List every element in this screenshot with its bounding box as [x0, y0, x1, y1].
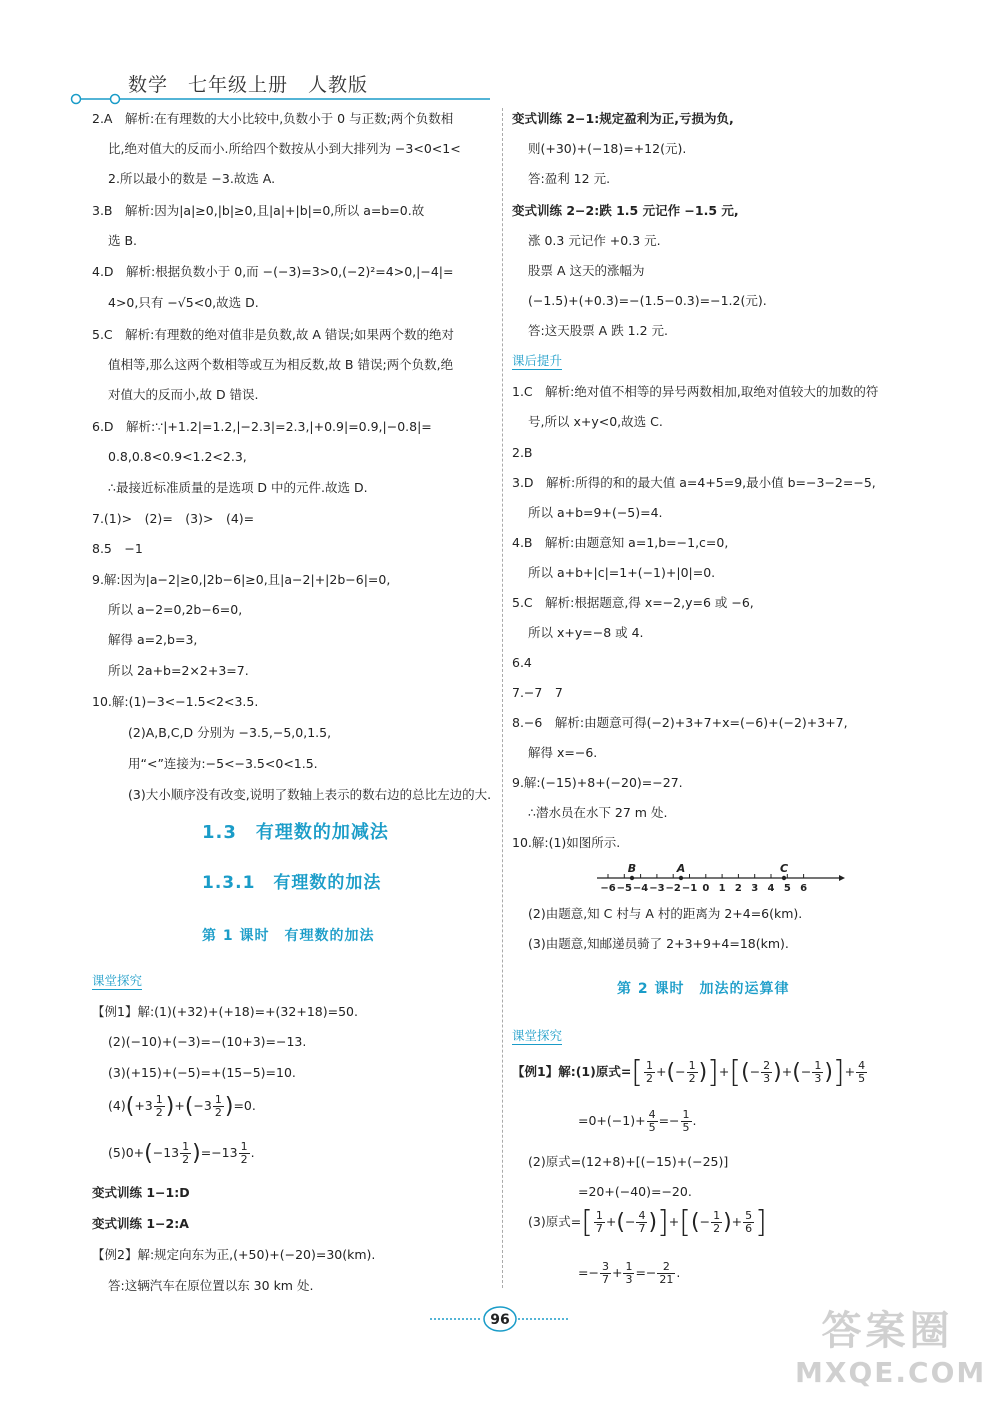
number-line-tick-label: −2 [665, 883, 681, 894]
point-label-c: C [779, 862, 789, 875]
text: (4) [108, 1098, 126, 1113]
point-b [630, 876, 634, 880]
number-line-tick-label: −4 [632, 883, 649, 894]
answer-line: 对值大的反而小,故 D 错误. [108, 387, 259, 402]
text: . [676, 1265, 681, 1280]
answer-line: 9.解:因为|a−2|≥0,|2b−6|≥0,且|a−2|+|2b−6|=0, [92, 572, 391, 587]
text: . [692, 1113, 697, 1128]
answer-line: (2)由题意,知 C 村与 A 村的距离为 2+4=6(km). [528, 906, 803, 921]
answer-line: 值相等,那么这两个数相等或互为相反数,故 B 错误;两个负数,绝 [108, 357, 454, 372]
page-number-badge [430, 1305, 570, 1333]
answer-line: ∴最接近标准质量的是选项 D 中的元件.故选 D. [108, 480, 368, 495]
answer-line: 所以 a−2=0,2b−6=0, [108, 602, 243, 617]
answer-line: 7.(1)> (2)= (3)> (4)= [92, 511, 255, 526]
answer-line: 8.−6 解析:由题意可得(−2)+3+7+x=(−6)+(−2)+3+7, [512, 715, 848, 730]
watermark-text: 答案圈 [821, 1308, 954, 1354]
answer-line: 5.C 解析:有理数的绝对值非是负数,故 A 错误;如果两个数的绝对 [92, 327, 455, 342]
variant-line: (−1.5)+(+0.3)=−(1.5−0.3)=−1.2(元). [528, 293, 767, 308]
text: (5)0+ [108, 1145, 145, 1160]
answer-line: 比,绝对值大的反而小.所给四个数按从小到大排列为 −3<0<1< [108, 141, 461, 156]
watermark-logo [795, 1299, 987, 1389]
answer-line: 2.A 解析:在有理数的大小比较中,负数小于 0 与正数;两个负数相 [92, 111, 454, 126]
variant-line: 则(+30)+(−18)=+12(元). [528, 141, 687, 156]
text: =− [635, 1265, 657, 1280]
answer-line: 所以 x+y=−8 或 4. [528, 625, 644, 640]
text: =−13 [200, 1145, 238, 1160]
text: =0+(−1)+ [578, 1113, 646, 1128]
number-line-tick-label: −5 [616, 883, 632, 894]
variant-line: 答:这天股票 A 跌 1.2 元. [528, 323, 669, 338]
number-line-tick-label: 4 [767, 883, 775, 894]
page-number: 96 [490, 1312, 510, 1328]
point-label-b: B [627, 862, 637, 875]
section-tag: 课后提升 [512, 353, 563, 368]
watermark-site: MXQE.COM [795, 1356, 987, 1389]
tag-wrap [512, 353, 562, 368]
answer-line: 2.B [512, 445, 533, 460]
example-line: (2)原式=(12+8)+[(−15)+(−25)] [528, 1154, 729, 1169]
answer-line: 6.4 [512, 655, 532, 670]
answer-line: 10.解:(1)如图所示. [512, 835, 621, 850]
example-line-fraction: 【例1】解:(1)原式=[ $\frac{1}{2}$ +(− $\frac{1}{2}$ )]+[(− $\frac{2}{3}$ )+(− $\frac{1}{3}$ )]+ $\frac{4}{5}$ [512, 1055, 866, 1090]
variant-line: 涨 0.3 元记作 +0.3 元. [528, 233, 661, 248]
text: =− [658, 1113, 680, 1128]
answer-line: ∴潜水员在水下 27 m 处. [528, 805, 668, 820]
answer-line: 选 B. [108, 233, 138, 248]
column-divider [502, 108, 503, 1288]
header-decor-line [70, 93, 490, 105]
text: =0. [233, 1098, 256, 1113]
example-line-fraction: =0+(−1)+ $\frac{4}{5}$ =− $\frac{1}{5}$ . [578, 1108, 697, 1134]
answer-line: 所以 a+b=9+(−5)=4. [528, 505, 663, 520]
number-line-tick-label: 3 [751, 883, 759, 894]
answer-line: 3.B 解析:因为|a|≥0,|b|≥0,且|a|+|b|=0,所以 a=b=0.故 [92, 203, 425, 218]
point-c [782, 876, 786, 880]
variant-line: 变式训练 2−2:跌 1.5 元记作 −1.5 元, [512, 203, 739, 218]
text: . [250, 1145, 255, 1160]
answer-line: 9.解:(−15)+8+(−20)=−27. [512, 775, 683, 790]
lesson-heading: 第 2 课时 加法的运算律 [617, 981, 790, 997]
example-line-fraction: (3)原式=[ $\frac{1}{7}$ +(− $\frac{4}{7}$ )]+[(− $\frac{1}{2}$ )+ $\frac{5}{6}$ ] [528, 1205, 767, 1240]
example-line-fraction: (5)0+(−13 $\frac{1}{2}$ )=−13 $\frac{1}{2}$ . [108, 1140, 255, 1166]
number-line-tick-label: 2 [734, 883, 742, 894]
tag-wrap [512, 1028, 562, 1043]
number-line-tick-label: 1 [718, 883, 726, 894]
subsection-heading: 1.3.1 有理数的加法 [202, 873, 382, 893]
lesson-heading: 第 1 课时 有理数的加法 [202, 928, 375, 944]
number-line-tick-label: 6 [800, 883, 808, 894]
variant-line: 股票 A 这天的涨幅为 [528, 263, 645, 278]
example-line-fraction: =− $\frac{3}{7}$ + $\frac{1}{3}$ =− $\frac{2}{21}$ . [578, 1260, 681, 1286]
answer-line: 0.8,0.8<0.9<1.2<2.3, [108, 449, 247, 464]
answer-line: 用“<”连接为:−5<−3.5<0<1.5. [128, 756, 318, 771]
answer-line: (2)A,B,C,D 分别为 −3.5,−5,0,1.5, [128, 725, 332, 740]
answer-line: 号,所以 x+y<0,故选 C. [528, 414, 663, 429]
answer-line: 解得 a=2,b=3, [108, 632, 198, 647]
answer-line: 7.−7 7 [512, 685, 563, 700]
answer-line: 4.D 解析:根据负数小于 0,而 −(−3)=3>0,(−2)²=4>0,|−4|= [92, 264, 454, 279]
example-line: 答:这辆汽车在原位置以东 30 km 处. [108, 1278, 314, 1293]
answer-line: (3)大小顺序没有改变,说明了数轴上表示的数右边的总比左边的大. [128, 787, 492, 802]
answer-line: 2.所以最小的数是 −3.故选 A. [108, 171, 276, 186]
point-label-a: A [676, 862, 686, 875]
number-line-figure [595, 860, 845, 896]
answer-line: (3)由题意,知邮递员骑了 2+3+9+4=18(km). [528, 936, 789, 951]
answer-line: 10.解:(1)−3<−1.5<2<3.5. [92, 694, 259, 709]
section-tag: 课堂探究 [92, 973, 143, 988]
answer-line: 3.D 解析:所得的和的最大值 a=4+5=9,最小值 b=−3−2=−5, [512, 475, 876, 490]
example-line: =20+(−40)=−20. [578, 1184, 692, 1199]
variant-line: 变式训练 2−1:规定盈利为正,亏损为负, [512, 111, 734, 126]
answer-line: 4.B 解析:由题意知 a=1,b=−1,c=0, [512, 535, 729, 550]
text: (3)原式= [528, 1214, 582, 1229]
example-line: (3)(+15)+(−5)=+(15−5)=10. [108, 1065, 296, 1080]
example-line: (2)(−10)+(−3)=−(10+3)=−13. [108, 1034, 307, 1049]
text: 【例1】解:(1)原式= [512, 1064, 632, 1079]
variant-line: 答:盈利 12 元. [528, 171, 611, 186]
header-title: 数学 七年级上册 人教版 [128, 74, 369, 96]
page-header [0, 0, 1000, 110]
number-line-tick-label: −3 [649, 883, 665, 894]
answer-line: 所以 2a+b=2×2+3=7. [108, 663, 249, 678]
answer-line: 4>0,只有 −√5<0,故选 D. [108, 295, 259, 310]
variant-answer: 变式训练 1−2:A [92, 1216, 189, 1231]
answer-line: 解得 x=−6. [528, 745, 598, 760]
answer-line: 所以 a+b+|c|=1+(−1)+|0|=0. [528, 565, 716, 580]
example-line: 【例1】解:(1)(+32)+(+18)=+(32+18)=50. [92, 1004, 358, 1019]
text: =− [578, 1265, 599, 1280]
answer-line: 1.C 解析:绝对值不相等的异号两数相加,取绝对值较大的加数的符 [512, 384, 879, 399]
number-line-tick-label: −6 [600, 883, 616, 894]
answer-line: 8.5 −1 [92, 541, 143, 556]
answer-line: 5.C 解析:根据题意,得 x=−2,y=6 或 −6, [512, 595, 754, 610]
example-line: 【例2】解:规定向东为正,(+50)+(−20)=30(km). [92, 1247, 376, 1262]
answer-line: 6.D 解析:∵|+1.2|=1.2,|−2.3|=2.3,|+0.9|=0.9,|−0.8|= [92, 419, 432, 434]
number-line-tick-label: 0 [702, 883, 710, 894]
section-tag: 课堂探究 [512, 1028, 563, 1043]
section-heading: 1.3 有理数的加减法 [202, 822, 389, 843]
tag-wrap [92, 973, 142, 988]
number-line-tick-label: −1 [681, 883, 698, 894]
variant-answer: 变式训练 1−1:D [92, 1185, 190, 1200]
number-line-tick-label: 5 [783, 883, 791, 894]
example-line-fraction: (4)(+3 $\frac{1}{2}$ )+(−3 $\frac{1}{2}$ )=0. [108, 1093, 256, 1119]
point-a [679, 876, 683, 880]
